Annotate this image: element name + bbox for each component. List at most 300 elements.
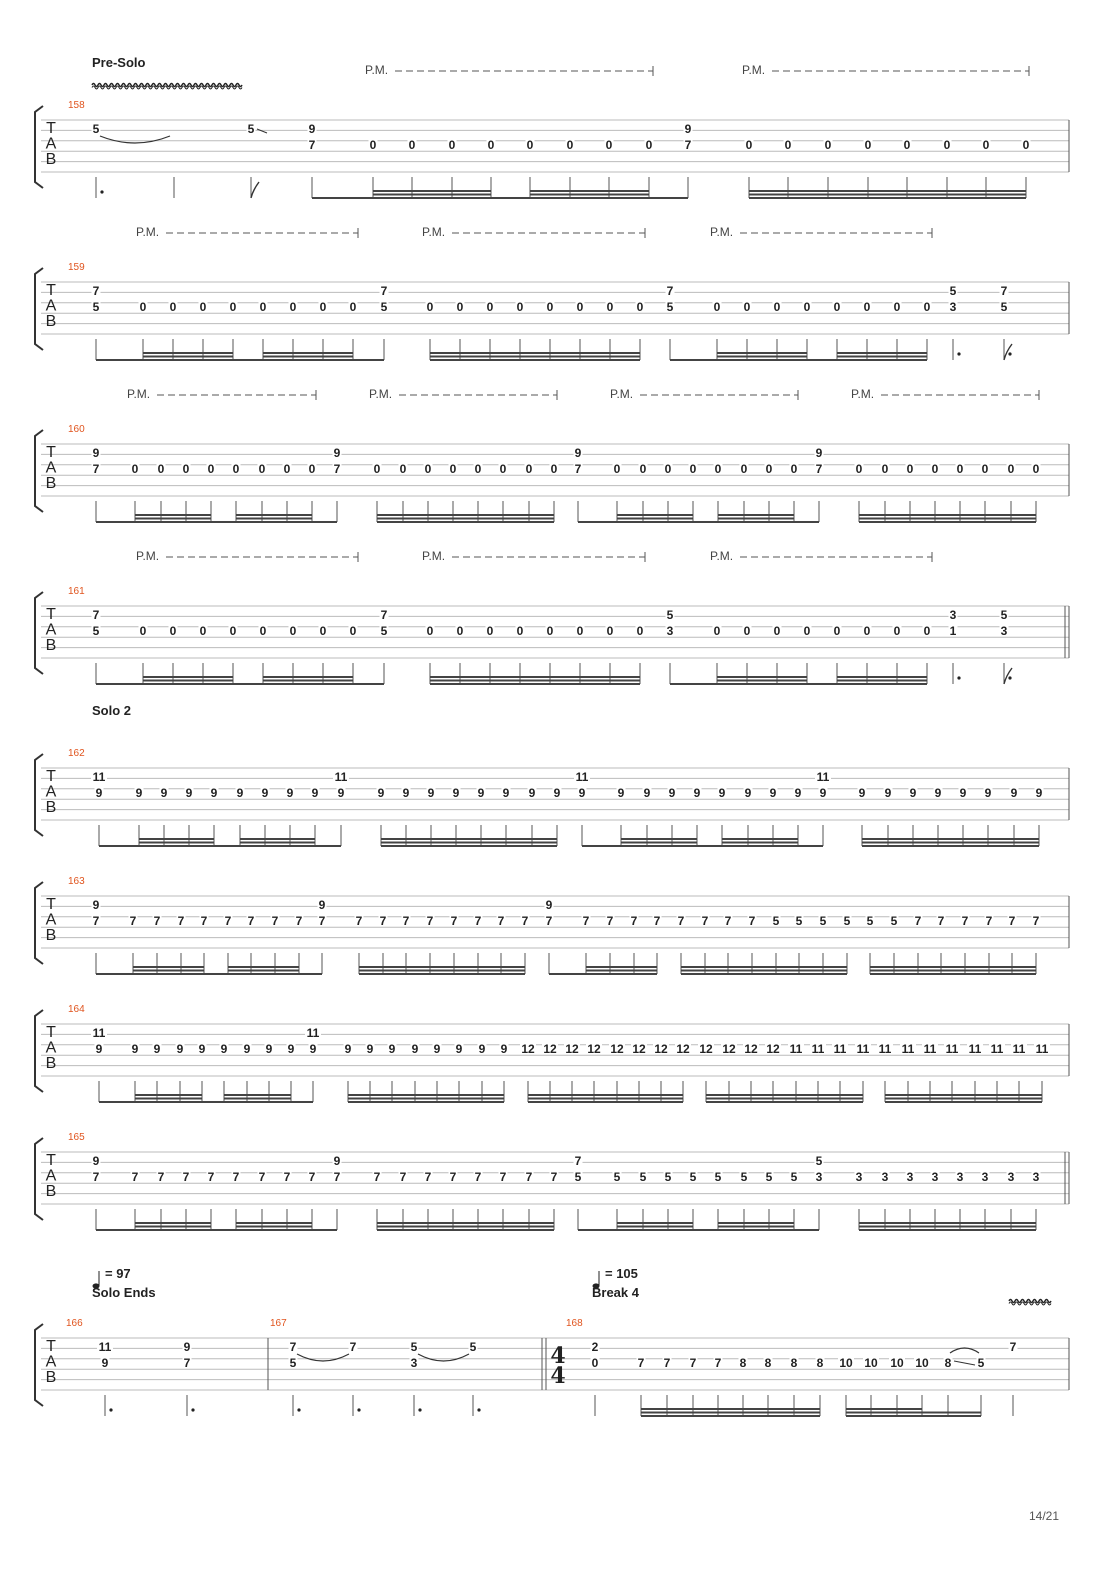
- tab-system: [35, 549, 1069, 684]
- tab-clef-letter: T: [46, 1338, 56, 1355]
- tab-system: [35, 55, 1069, 198]
- fret-number: 0: [923, 300, 931, 314]
- measure-number: 162: [68, 748, 85, 759]
- tie-arc: [100, 136, 170, 143]
- fret-number: 3: [956, 1170, 964, 1184]
- fret-number: 0: [448, 138, 456, 152]
- fret-number: 9: [452, 786, 460, 800]
- fret-number: 5: [92, 122, 100, 136]
- fret-number: 9: [643, 786, 651, 800]
- measure-number: 168: [566, 1318, 583, 1329]
- fret-number: 9: [210, 786, 218, 800]
- fret-number: 9: [433, 1042, 441, 1056]
- fret-number: 5: [639, 1170, 647, 1184]
- fret-number: 7: [426, 914, 434, 928]
- fret-number: 7: [937, 914, 945, 928]
- fret-number: 0: [546, 300, 554, 314]
- fret-number: 9: [934, 786, 942, 800]
- tab-clef-letter: B: [45, 475, 57, 493]
- duration-dot: [477, 1408, 480, 1411]
- fret-number: 0: [516, 300, 524, 314]
- fret-number: 7: [574, 1154, 582, 1168]
- fret-number: 0: [182, 462, 190, 476]
- fret-number: 9: [366, 1042, 374, 1056]
- fret-number: 5: [92, 300, 100, 314]
- measure-number: 161: [68, 586, 85, 597]
- tab-clef-letter: A: [45, 1353, 57, 1371]
- fret-number: 5: [815, 1154, 823, 1168]
- fret-number: 7: [153, 914, 161, 928]
- fret-number: 10: [915, 1356, 929, 1370]
- fret-number: 0: [516, 624, 524, 638]
- fret-number: 10: [890, 1356, 904, 1370]
- fret-number: 12: [587, 1042, 601, 1056]
- fret-number: 7: [653, 914, 661, 928]
- tab-clef-letter: B: [45, 1183, 57, 1201]
- fret-number: 0: [713, 624, 721, 638]
- fret-number: 9: [1010, 786, 1018, 800]
- system-bracket: [35, 1010, 43, 1092]
- fret-number: 0: [289, 300, 297, 314]
- fret-number: 7: [748, 914, 756, 928]
- fret-number: 12: [722, 1042, 736, 1056]
- fret-number: 7: [333, 462, 341, 476]
- tab-clef-letter: B: [45, 927, 57, 945]
- tab-clef-letter: A: [45, 459, 57, 477]
- fret-number: 9: [668, 786, 676, 800]
- fret-number: 0: [139, 300, 147, 314]
- fret-number: 7: [247, 914, 255, 928]
- fret-number: 7: [449, 1170, 457, 1184]
- fret-number: 12: [766, 1042, 780, 1056]
- fret-number: 0: [893, 300, 901, 314]
- fret-number: 7: [183, 1356, 191, 1370]
- fret-number: 0: [525, 462, 533, 476]
- fret-number: 7: [92, 608, 100, 622]
- fret-number: 0: [645, 138, 653, 152]
- tempo-marking: = 105: [605, 1266, 638, 1281]
- fret-number: 0: [863, 624, 871, 638]
- fret-number: 0: [591, 1356, 599, 1370]
- fret-number: 0: [931, 462, 939, 476]
- fret-number: 5: [247, 122, 255, 136]
- fret-number: 0: [1032, 462, 1040, 476]
- palm-mute-label: P.M.: [742, 63, 766, 77]
- page-number: 14/21: [1029, 1509, 1060, 1523]
- fret-number: 7: [1000, 284, 1008, 298]
- fret-number: 0: [893, 624, 901, 638]
- fret-number: 7: [283, 1170, 291, 1184]
- fret-number: 5: [890, 914, 898, 928]
- fret-number: 9: [427, 786, 435, 800]
- fret-number: 9: [153, 1042, 161, 1056]
- fret-number: 9: [500, 1042, 508, 1056]
- fret-number: 5: [740, 1170, 748, 1184]
- fret-number: 0: [833, 300, 841, 314]
- fret-number: 9: [478, 1042, 486, 1056]
- fret-number: 0: [259, 300, 267, 314]
- fret-number: 7: [550, 1170, 558, 1184]
- tab-clef-letter: T: [46, 444, 56, 461]
- fret-number: 9: [198, 1042, 206, 1056]
- fret-number: 7: [131, 1170, 139, 1184]
- tab-system: [35, 1004, 1069, 1102]
- system-bracket: [35, 430, 43, 512]
- tab-system: [35, 876, 1069, 974]
- fret-number: 11: [833, 1042, 847, 1056]
- fret-number: 0: [790, 462, 798, 476]
- fret-number: 0: [923, 624, 931, 638]
- fret-number: 0: [283, 462, 291, 476]
- fret-number: 0: [157, 462, 165, 476]
- tab-clef-letter: A: [45, 135, 57, 153]
- fret-number: 3: [410, 1356, 418, 1370]
- fret-number: 12: [744, 1042, 758, 1056]
- fret-number: 9: [909, 786, 917, 800]
- fret-number: 0: [232, 462, 240, 476]
- duration-dot: [191, 1408, 194, 1411]
- fret-number: 8: [816, 1356, 824, 1370]
- tab-system: [35, 387, 1069, 522]
- fret-number: 0: [499, 462, 507, 476]
- fret-number: 11: [856, 1042, 870, 1056]
- fret-number: 7: [200, 914, 208, 928]
- tab-clef-letter: T: [46, 282, 56, 299]
- note-flag: [1004, 344, 1012, 360]
- tab-clef-letter: B: [45, 313, 57, 331]
- fret-number: 7: [258, 1170, 266, 1184]
- fret-number: 0: [689, 462, 697, 476]
- tab-clef-letter: A: [45, 621, 57, 639]
- tab-clef-letter: A: [45, 297, 57, 315]
- fret-number: 9: [402, 786, 410, 800]
- fret-number: 9: [101, 1356, 109, 1370]
- fret-number: 0: [169, 300, 177, 314]
- fret-number: 0: [863, 300, 871, 314]
- fret-number: 0: [576, 300, 584, 314]
- fret-number: 0: [139, 624, 147, 638]
- fret-number: 0: [855, 462, 863, 476]
- vibrato-mark: [1009, 1300, 1051, 1303]
- fret-number: 9: [95, 1042, 103, 1056]
- fret-number: 8: [764, 1356, 772, 1370]
- fret-number: 11: [945, 1042, 959, 1056]
- fret-number: 0: [1007, 462, 1015, 476]
- fret-number: 0: [824, 138, 832, 152]
- fret-number: 11: [92, 770, 106, 784]
- fret-number: 9: [553, 786, 561, 800]
- section-label: Solo Ends: [92, 1285, 156, 1300]
- fret-number: 0: [399, 462, 407, 476]
- fret-number: 7: [961, 914, 969, 928]
- palm-mute-label: P.M.: [365, 63, 389, 77]
- fret-number: 9: [545, 898, 553, 912]
- fret-number: 1: [949, 624, 957, 638]
- fret-number: 7: [380, 284, 388, 298]
- fret-number: 7: [574, 462, 582, 476]
- fret-number: 9: [744, 786, 752, 800]
- fret-number: 0: [424, 462, 432, 476]
- fret-number: 7: [985, 914, 993, 928]
- fret-number: 3: [949, 608, 957, 622]
- duration-dot: [418, 1408, 421, 1411]
- fret-number: 0: [259, 624, 267, 638]
- fret-number: 3: [855, 1170, 863, 1184]
- fret-number: 9: [693, 786, 701, 800]
- duration-dot: [957, 352, 960, 355]
- tab-clef-letter: T: [46, 1024, 56, 1041]
- fret-number: 9: [261, 786, 269, 800]
- fret-number: 5: [689, 1170, 697, 1184]
- fret-number: 10: [839, 1356, 853, 1370]
- fret-number: 7: [224, 914, 232, 928]
- tab-clef-letter: T: [46, 606, 56, 623]
- fret-number: 12: [565, 1042, 579, 1056]
- tempo-marking: = 97: [105, 1266, 131, 1281]
- fret-number: 0: [169, 624, 177, 638]
- fret-number: 7: [521, 914, 529, 928]
- fret-number: 7: [545, 914, 553, 928]
- palm-mute-label: P.M.: [422, 225, 446, 239]
- time-signature: 4: [550, 1363, 566, 1389]
- duration-dot: [297, 1408, 300, 1411]
- fret-number: 0: [131, 462, 139, 476]
- section-label: Pre-Solo: [92, 55, 146, 70]
- fret-number: 5: [977, 1356, 985, 1370]
- fret-number: 5: [843, 914, 851, 928]
- fret-number: 3: [931, 1170, 939, 1184]
- tab-system: [35, 1132, 1069, 1230]
- fret-number: 5: [469, 1340, 477, 1354]
- fret-number: 7: [701, 914, 709, 928]
- fret-number: 7: [232, 1170, 240, 1184]
- fret-number: 7: [914, 914, 922, 928]
- fret-number: 5: [790, 1170, 798, 1184]
- fret-number: 0: [714, 462, 722, 476]
- fret-number: 5: [949, 284, 957, 298]
- fret-number: 5: [92, 624, 100, 638]
- fret-number: 7: [129, 914, 137, 928]
- fret-number: 0: [576, 624, 584, 638]
- fret-number: 0: [349, 300, 357, 314]
- fret-number: 0: [426, 624, 434, 638]
- fret-number: 9: [411, 1042, 419, 1056]
- tab-clef-letter: T: [46, 768, 56, 785]
- fret-number: 0: [864, 138, 872, 152]
- fret-number: 12: [632, 1042, 646, 1056]
- system-bracket: [35, 268, 43, 350]
- fret-number: 11: [92, 1026, 106, 1040]
- fret-number: 3: [981, 1170, 989, 1184]
- fret-number: 0: [550, 462, 558, 476]
- fret-number: 0: [803, 300, 811, 314]
- fret-number: 9: [718, 786, 726, 800]
- section-label: Solo 2: [92, 703, 132, 718]
- note-flag: [1004, 668, 1012, 684]
- fret-number: 11: [816, 770, 830, 784]
- fret-number: 9: [819, 786, 827, 800]
- fret-number: 5: [819, 914, 827, 928]
- fret-number: 5: [866, 914, 874, 928]
- fret-number: 7: [474, 914, 482, 928]
- palm-mute-label: P.M.: [369, 387, 393, 401]
- duration-dot: [1008, 676, 1011, 679]
- fret-number: 5: [795, 914, 803, 928]
- fret-number: 9: [574, 446, 582, 460]
- fret-number: 9: [131, 1042, 139, 1056]
- fret-number: 7: [92, 462, 100, 476]
- fret-number: 0: [881, 462, 889, 476]
- fret-number: 9: [884, 786, 892, 800]
- measure-number: 160: [68, 424, 85, 435]
- fret-number: 7: [157, 1170, 165, 1184]
- tab-system: [35, 1266, 1069, 1416]
- fret-number: 0: [606, 300, 614, 314]
- fret-number: 5: [410, 1340, 418, 1354]
- fret-number: 9: [769, 786, 777, 800]
- fret-number: 7: [724, 914, 732, 928]
- tab-clef-letter: T: [46, 1152, 56, 1169]
- system-bracket: [35, 882, 43, 964]
- fret-number: 12: [654, 1042, 668, 1056]
- fret-number: 0: [426, 300, 434, 314]
- fret-number: 3: [815, 1170, 823, 1184]
- fret-number: 0: [903, 138, 911, 152]
- fret-number: 0: [636, 300, 644, 314]
- palm-mute-label: P.M.: [127, 387, 151, 401]
- fret-number: 3: [666, 624, 674, 638]
- fret-number: 11: [923, 1042, 937, 1056]
- note-flag: [251, 182, 259, 198]
- fret-number: 0: [486, 624, 494, 638]
- measure-number: 159: [68, 262, 85, 273]
- fret-number: 7: [380, 608, 388, 622]
- fret-number: 9: [858, 786, 866, 800]
- fret-number: 9: [135, 786, 143, 800]
- fret-number: 7: [177, 914, 185, 928]
- fret-number: 0: [664, 462, 672, 476]
- fret-number: 7: [308, 1170, 316, 1184]
- fret-number: 12: [610, 1042, 624, 1056]
- fret-number: 0: [408, 138, 416, 152]
- fret-number: 9: [311, 786, 319, 800]
- fret-number: 9: [308, 122, 316, 136]
- palm-mute-label: P.M.: [422, 549, 446, 563]
- tab-clef-letter: A: [45, 1039, 57, 1057]
- fret-number: 9: [455, 1042, 463, 1056]
- fret-number: 9: [477, 786, 485, 800]
- fret-number: 7: [1009, 1340, 1017, 1354]
- fret-number: 0: [229, 624, 237, 638]
- palm-mute-label: P.M.: [851, 387, 875, 401]
- palm-mute-label: P.M.: [710, 549, 734, 563]
- slide-mark: [257, 129, 267, 133]
- fret-number: 7: [349, 1340, 357, 1354]
- tie-arc: [297, 1354, 349, 1361]
- fret-number: 0: [474, 462, 482, 476]
- fret-number: 12: [521, 1042, 535, 1056]
- fret-number: 7: [474, 1170, 482, 1184]
- fret-number: 0: [745, 138, 753, 152]
- fret-number: 7: [689, 1356, 697, 1370]
- fret-number: 0: [773, 624, 781, 638]
- fret-number: 3: [881, 1170, 889, 1184]
- fret-number: 0: [449, 462, 457, 476]
- fret-number: 0: [606, 624, 614, 638]
- system-bracket: [35, 1138, 43, 1220]
- fret-number: 7: [677, 914, 685, 928]
- fret-number: 9: [528, 786, 536, 800]
- fret-number: 9: [617, 786, 625, 800]
- tab-system: [35, 703, 1069, 846]
- fret-number: 0: [373, 462, 381, 476]
- fret-number: 0: [906, 462, 914, 476]
- fret-number: 7: [373, 1170, 381, 1184]
- fret-number: 9: [318, 898, 326, 912]
- fret-number: 7: [525, 1170, 533, 1184]
- tab-clef-letter: T: [46, 120, 56, 137]
- system-bracket: [35, 1324, 43, 1406]
- palm-mute-label: P.M.: [710, 225, 734, 239]
- fret-number: 0: [319, 624, 327, 638]
- fret-number: 7: [666, 284, 674, 298]
- fret-number: 0: [740, 462, 748, 476]
- measure-number: 166: [66, 1318, 83, 1329]
- fret-number: 7: [497, 914, 505, 928]
- fret-number: 9: [95, 786, 103, 800]
- fret-number: 7: [399, 1170, 407, 1184]
- tab-clef-letter: A: [45, 783, 57, 801]
- fret-number: 7: [450, 914, 458, 928]
- fret-number: 3: [949, 300, 957, 314]
- tab-clef-letter: B: [45, 637, 57, 655]
- fret-number: 0: [803, 624, 811, 638]
- measure-number: 167: [270, 1318, 287, 1329]
- fret-number: 3: [1032, 1170, 1040, 1184]
- fret-number: 0: [765, 462, 773, 476]
- palm-mute-label: P.M.: [136, 225, 160, 239]
- fret-number: 0: [308, 462, 316, 476]
- measure-number: 158: [68, 100, 85, 111]
- fret-number: 0: [713, 300, 721, 314]
- measure-number: 165: [68, 1132, 85, 1143]
- fret-number: 9: [377, 786, 385, 800]
- fret-number: 9: [388, 1042, 396, 1056]
- fret-number: 9: [185, 786, 193, 800]
- tab-clef-letter: T: [46, 896, 56, 913]
- fret-number: 0: [566, 138, 574, 152]
- fret-number: 7: [271, 914, 279, 928]
- fret-number: 9: [1035, 786, 1043, 800]
- fret-number: 3: [906, 1170, 914, 1184]
- fret-number: 5: [664, 1170, 672, 1184]
- fret-number: 7: [663, 1356, 671, 1370]
- fret-number: 2: [591, 1340, 599, 1354]
- palm-mute-label: P.M.: [136, 549, 160, 563]
- fret-number: 7: [355, 914, 363, 928]
- fret-number: 11: [990, 1042, 1004, 1056]
- fret-number: 7: [333, 1170, 341, 1184]
- fret-number: 9: [243, 1042, 251, 1056]
- fret-number: 7: [92, 1170, 100, 1184]
- fret-number: 0: [784, 138, 792, 152]
- fret-number: 0: [199, 624, 207, 638]
- fret-number: 9: [183, 1340, 191, 1354]
- fret-number: 7: [714, 1356, 722, 1370]
- fret-number: 0: [487, 138, 495, 152]
- fret-number: 9: [265, 1042, 273, 1056]
- fret-number: 0: [943, 138, 951, 152]
